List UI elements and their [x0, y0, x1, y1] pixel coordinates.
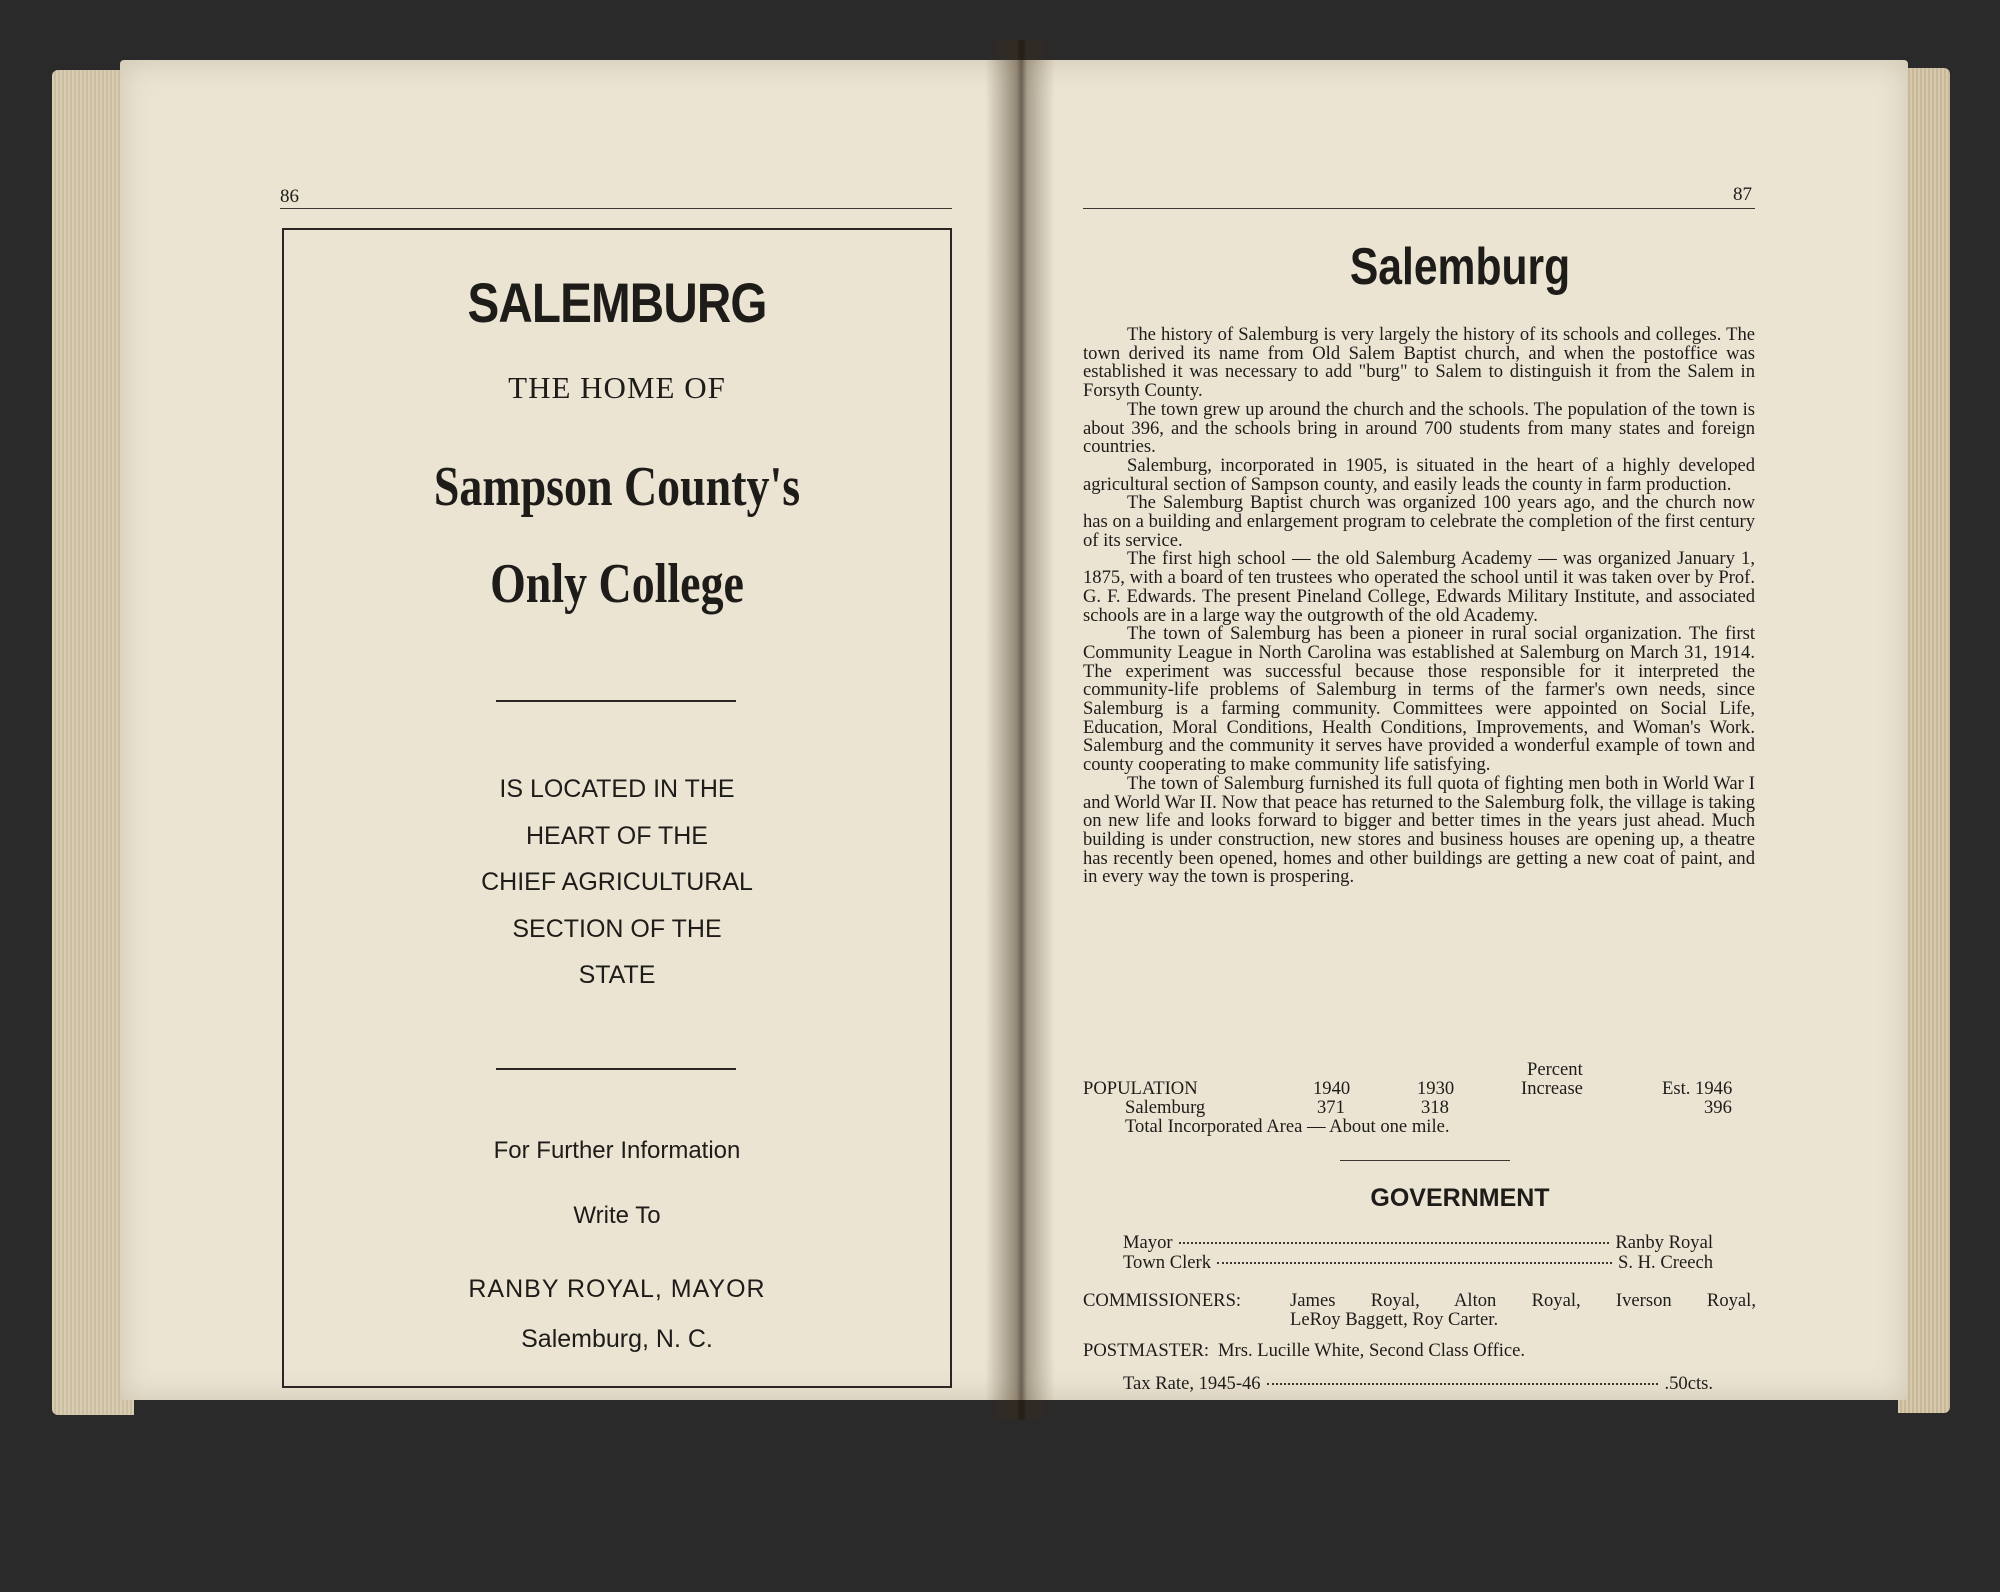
- population-area-note: Total Incorporated Area — About one mile.: [1125, 1116, 1450, 1137]
- article-title: Salemburg: [1349, 238, 1571, 296]
- ad-location-line: SECTION OF THE: [512, 915, 722, 943]
- article-paragraph: The town of Salemburg has been a pioneer in rural social organization. The first Community League in North Carolina was established at Salemburg on March 31, 1914. The experiment was successful because those responsible for it interpreted the community-life problems of Salemburg in terms of the farmer's own needs, since Salemburg is a farming community. Committees were appointed on Social Life, Education, Moral Conditions, Health Conditions, Improvements, and Woman's Work. Salemburg and the community it serves have provided a wonderful example of town and county cooperating to make community life satisfying.: [1083, 623, 1755, 776]
- mayor-row: [1123, 1232, 1713, 1254]
- ad-heading: SALEMBURG: [467, 271, 767, 334]
- population-header-1930: 1930: [1417, 1078, 1455, 1099]
- article-body: [1083, 326, 1755, 887]
- advertisement-box: [282, 228, 952, 1388]
- clerk-name: S. H. Creech: [1617, 1252, 1713, 1273]
- ad-contact-name: RANBY ROYAL, MAYOR: [468, 1275, 766, 1303]
- postmaster-label: POSTMASTER:: [1083, 1340, 1210, 1361]
- article-paragraph: The first high school — the old Salemburg Academy — was organized January 1, 1875, with a board of ten trustees who operated the school until it was taken over by Prof. G. F. Edwards. The present Pineland College, Edwards Military Institute, and associated schools are in a large way the outgrowth of the old Academy.: [1083, 548, 1755, 626]
- population-value-1930: 318: [1421, 1097, 1449, 1118]
- ad-divider-bottom: [496, 1068, 736, 1070]
- leader-dots: [1179, 1242, 1610, 1244]
- tax-rate-value: .50cts.: [1664, 1373, 1713, 1394]
- page-number-right: 87: [1733, 184, 1752, 205]
- ad-location-line: HEART OF THE: [526, 822, 708, 850]
- population-header-est: Est. 1946: [1662, 1078, 1733, 1099]
- ad-info-line-1: For Further Information: [493, 1137, 741, 1164]
- header-rule-left: [280, 208, 952, 209]
- ad-contact-address: Salemburg, N. C.: [521, 1325, 713, 1353]
- commissioners-line-2: LeRoy Baggett, Roy Carter.: [1290, 1309, 1499, 1330]
- commissioners-label: COMMISSIONERS:: [1083, 1290, 1242, 1311]
- ad-location-line: IS LOCATED IN THE: [499, 775, 735, 803]
- tax-rate-row: [1123, 1373, 1713, 1395]
- population-header-increase: Increase: [1521, 1078, 1583, 1099]
- page-number-left: 86: [280, 186, 299, 207]
- population-row-name: Salemburg: [1125, 1097, 1206, 1118]
- ad-college-line-1: Sampson County's: [433, 456, 801, 518]
- article-paragraph: The history of Salemburg is very largely the history of its schools and colleges. The town derived its name from Old Salem Baptist church, and when the postoffice was established it was necessary to add "burg" to Salem to distinguish it from the Salem in Forsyth County.: [1083, 324, 1755, 402]
- postmaster-value: Mrs. Lucille White, Second Class Office.: [1218, 1340, 1526, 1361]
- article-paragraph: The town of Salemburg furnished its full quota of fighting men both in World War I and World War II. Now that peace has returned to the Salemburg folk, the village is taking on new life and looks forward to bigger and better times in the years just ahead. Much building is under construction, new stores and business houses are opening up, a theatre has recently been opened, homes and other buildings are getting a new coat of paint, and in every way the town is prospering.: [1083, 772, 1755, 888]
- commissioners-line-1: James Royal, Alton Royal, Iverson Royal,: [1290, 1290, 1756, 1311]
- population-value-1940: 371: [1317, 1097, 1345, 1118]
- government-heading: GOVERNMENT: [1370, 1184, 1550, 1212]
- population-label: POPULATION: [1083, 1078, 1198, 1099]
- ad-college-line-2: Only College: [490, 553, 744, 615]
- ad-subheading: THE HOME OF: [508, 370, 726, 405]
- mayor-label: Mayor: [1123, 1232, 1173, 1253]
- population-value-est: 396: [1704, 1097, 1732, 1118]
- ad-location-line: STATE: [578, 961, 656, 989]
- ad-divider-top: [496, 700, 736, 702]
- clerk-row: [1123, 1252, 1713, 1274]
- section-divider: [1340, 1160, 1510, 1161]
- tax-rate-label: Tax Rate, 1945-46: [1123, 1373, 1261, 1394]
- book-gutter: [985, 40, 1055, 1420]
- article-paragraph: Salemburg, incorporated in 1905, is situated in the heart of a highly developed agricultural section of Sampson county, and easily leads the county in farm production.: [1083, 454, 1755, 495]
- population-header-percent: Percent: [1527, 1059, 1583, 1080]
- mayor-name: Ranby Royal: [1615, 1232, 1713, 1253]
- ad-info-line-2: Write To: [573, 1202, 661, 1229]
- article-paragraph: The Salemburg Baptist church was organized 100 years ago, and the church now has on a building and enlargement program to celebrate the completion of the first century of its service.: [1083, 492, 1755, 551]
- header-rule-right: [1083, 208, 1755, 209]
- leader-dots: [1267, 1383, 1659, 1385]
- article-paragraph: The town grew up around the church and the schools. The population of the town is about 396, and the schools bring in around 700 students from many states and foreign countries.: [1083, 398, 1755, 458]
- leader-dots: [1217, 1262, 1612, 1264]
- ad-location-line: CHIEF AGRICULTURAL: [481, 868, 753, 896]
- population-header-1940: 1940: [1313, 1078, 1351, 1099]
- clerk-label: Town Clerk: [1123, 1252, 1212, 1273]
